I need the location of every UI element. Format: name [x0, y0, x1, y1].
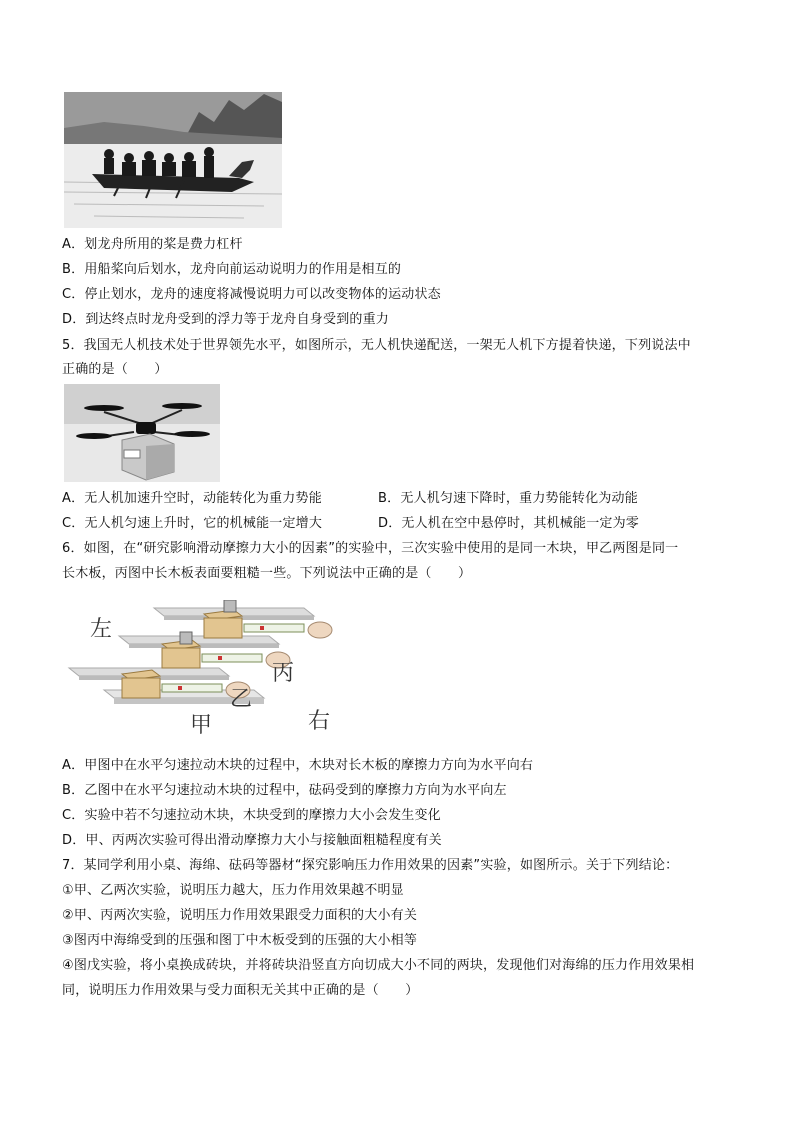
- friction-experiment-figure: [64, 600, 344, 740]
- q6-option-d: D．甲、丙两次实验可得出滑动摩擦力大小与接触面粗糙程度有关: [62, 833, 442, 848]
- label-yi: 乙: [230, 687, 253, 712]
- q4-option-d: D．到达终点时龙舟受到的浮力等于龙舟自身受到的重力: [62, 312, 390, 327]
- q4-option-a: A．划龙舟所用的桨是费力杠杆: [62, 237, 243, 252]
- q5-stem-line2: 正确的是（ ）: [62, 362, 168, 377]
- q7-item-4: ④图戊实验，将小桌换成砖块，并将砖块沿竖直方向切成大小不同的两块，发现他们对海绵的压力作用效果相: [62, 958, 695, 973]
- q6-option-a: A．甲图中在水平匀速拉动木块的过程中，木块对长木板的摩擦力方向为水平向右: [62, 758, 534, 773]
- q5-option-c: C．无人机匀速上升时，它的机械能一定增大: [62, 516, 323, 531]
- q6-option-c: C．实验中若不匀速拉动木块，木块受到的摩擦力大小会发生变化: [62, 808, 441, 823]
- q6-stem-line2: 长木板，丙图中长木板表面要粗糙一些。下列说法中正确的是（ ）: [62, 566, 472, 581]
- q5-option-d: D．无人机在空中悬停时，其机械能一定为零: [378, 516, 640, 531]
- dragon-boat-photo: [64, 92, 282, 228]
- q7-item-3: ③图丙中海绵受到的压强和图丁中木板受到的压强的大小相等: [62, 933, 418, 948]
- q6-stem-line1: 6．如图，在“研究影响滑动摩擦力大小的因素”的实验中，三次实验中使用的是同一木块，甲乙两图是同一: [62, 541, 679, 556]
- label-jia: 甲: [190, 713, 213, 738]
- q5-option-b: B．无人机匀速下降时，重力势能转化为动能: [378, 491, 638, 506]
- q7-stem: 7．某同学利用小桌、海绵、砝码等器材“探究影响压力作用效果的因素”实验，如图所示。关于下列结论：: [62, 858, 679, 873]
- q5-option-a: A．无人机加速升空时，动能转化为重力势能: [62, 491, 322, 506]
- q7-item-2: ②甲、丙两次实验，说明压力作用效果跟受力面积的大小有关: [62, 908, 418, 923]
- q5-stem-line1: 5．我国无人机技术处于世界领先水平，如图所示，无人机快递配送，一架无人机下方提着快递，下列说法中: [62, 338, 691, 353]
- label-right: 右: [308, 709, 331, 734]
- q7-item-4-continued: 同，说明压力作用效果与受力面积无关其中正确的是（ ）: [62, 983, 419, 998]
- q7-item-1: ①甲、乙两次实验，说明压力越大，压力作用效果越不明显: [62, 883, 404, 898]
- drone-photo: [64, 384, 220, 482]
- q6-option-b: B．乙图中在水平匀速拉动木块的过程中，砝码受到的摩擦力方向为水平向左: [62, 783, 507, 798]
- q4-option-c: C．停止划水，龙舟的速度将减慢说明力可以改变物体的运动状态: [62, 287, 441, 302]
- q4-option-b: B．用船桨向后划水，龙舟向前运动说明力的作用是相互的: [62, 262, 402, 277]
- label-bing: 丙: [272, 661, 295, 686]
- label-left: 左: [90, 617, 113, 642]
